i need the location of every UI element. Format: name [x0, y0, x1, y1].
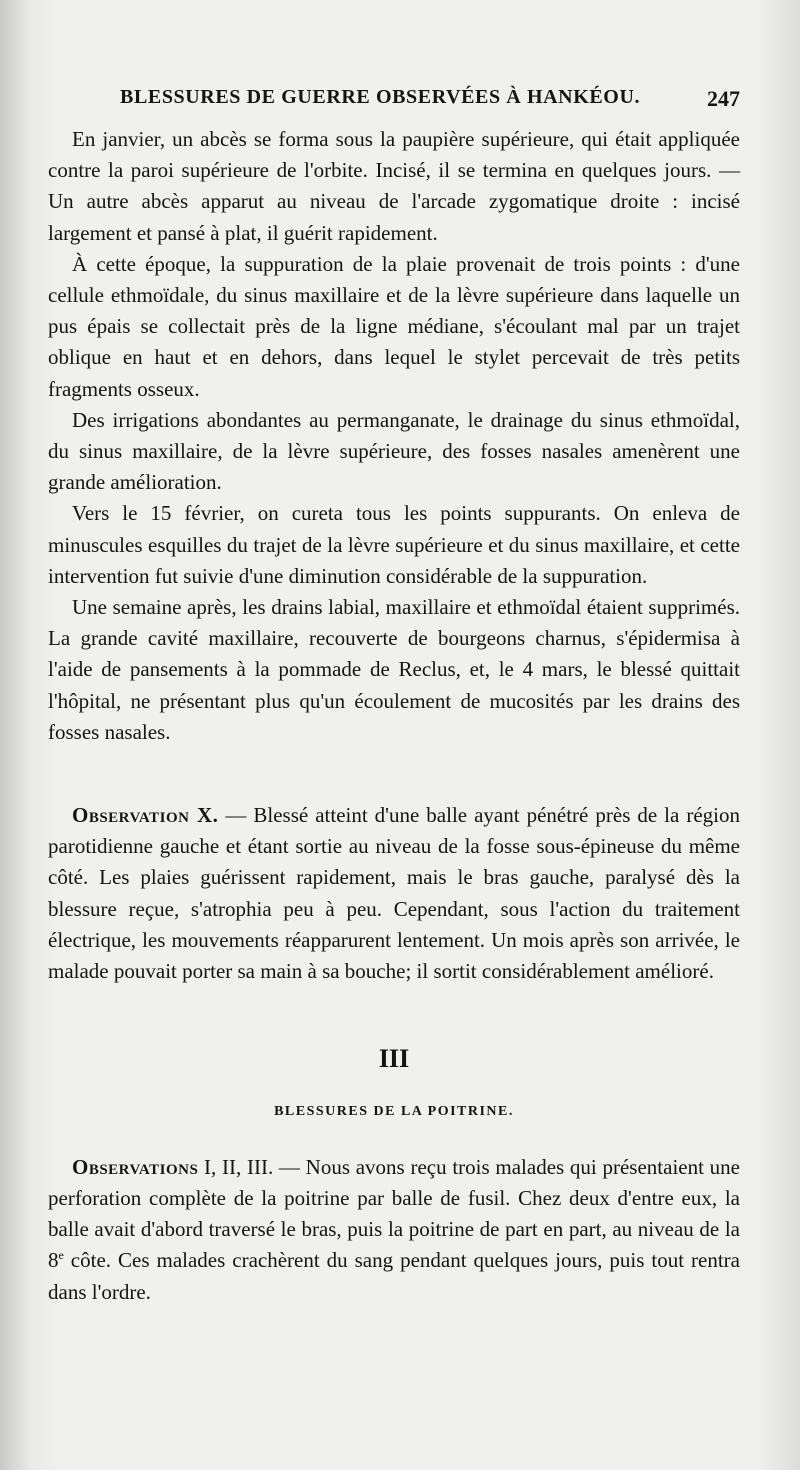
- running-title: BLESSURES DE GUERRE OBSERVÉES À HANKÉOU.: [120, 86, 641, 108]
- observation-x: [48, 800, 740, 987]
- observations-1-3-lead: Observations: [72, 1154, 199, 1179]
- section-number: III: [378, 1044, 410, 1074]
- paragraph-irrigations: Des irrigations abondantes au permanganate, le drainage du sinus ethmoïdal, du sinus maxillaire, de la lèvre supérieure, des fosses nasales amenèrent une grande amélioration.: [48, 407, 740, 495]
- observations-1-3: [48, 1152, 740, 1308]
- observations-1-3-text-a: I, II, III. — Nous avons reçu trois malades qui présentaient une perforation complète de la poitrine par balle de fusil. Chez deux d'entre eux, la balle avait d'abord traversé le bras, puis la poitrine de part en part, au niveau de la 8: [48, 1154, 740, 1273]
- section-title: BLESSURES DE LA POITRINE.: [274, 1104, 514, 1120]
- observations-1-3-text-b: côte. Ces malades crachèrent du sang pendant quelques jours, puis tout rentra dans l'ordre.: [48, 1248, 740, 1304]
- paragraph-abces: En janvier, un abcès se forma sous la paupière supérieure, qui était appliquée contre la paroi supérieure de l'orbite. Incisé, il se termina en quelques jours. — Un autre abcès apparut au niveau de l'arcade zygomatique droite : incisé largement et pansé à plat, il guérit rapidement.: [48, 127, 740, 245]
- paragraph-curetage: Vers le 15 février, on cureta tous les points suppurants. On enleva de minuscules esquilles du trajet de la lèvre supérieure et du sinus maxillaire, et cette intervention fut suivie d'une diminution considérable de la suppuration.: [48, 501, 740, 588]
- observation-x-text: — Blessé atteint d'une balle ayant pénétré près de la région parotidienne gauche et étant sortie au niveau de la fosse sous-épineuse du même côté. Les plaies guérissent rapidement, mais le bras gauche, paralysé dès la blessure reçue, s'atrophia peu à peu. Cependant, sous l'action du traitement électrique, les mouvements réapparurent lentement. Un mois après son arrivée, le malade pouvait porter sa main à sa bouche; il sortit considérablement amélioré.: [48, 803, 740, 984]
- page-number: 247: [707, 86, 740, 111]
- paragraph-suppuration: À cette époque, la suppuration de la plaie provenait de trois points : d'une cellule ethmoïdale, du sinus maxillaire et de la lèvre supérieure dans laquelle un pus épais se collectait près de la ligne médiane, s'écoulant mal par un trajet oblique en haut et en dehors, dans lequel le stylet percevait de très petits fragments osseux.: [48, 251, 740, 401]
- ordinal-superscript: e: [58, 1248, 64, 1263]
- paragraph-sortie: Une semaine après, les drains labial, maxillaire et ethmoïdal étaient supprimés. La grande cavité maxillaire, recouverte de bourgeons charnus, s'épidermisa à l'aide de pansements à la pommade de Reclus, et, le 4 mars, le blessé quittait l'hôpital, ne présentant plus qu'un écoulement de mucosités par les drains des fosses nasales.: [48, 595, 740, 744]
- page-header: [120, 86, 740, 120]
- body-text: [48, 124, 740, 1308]
- observation-x-lead: Observation X.: [72, 803, 219, 828]
